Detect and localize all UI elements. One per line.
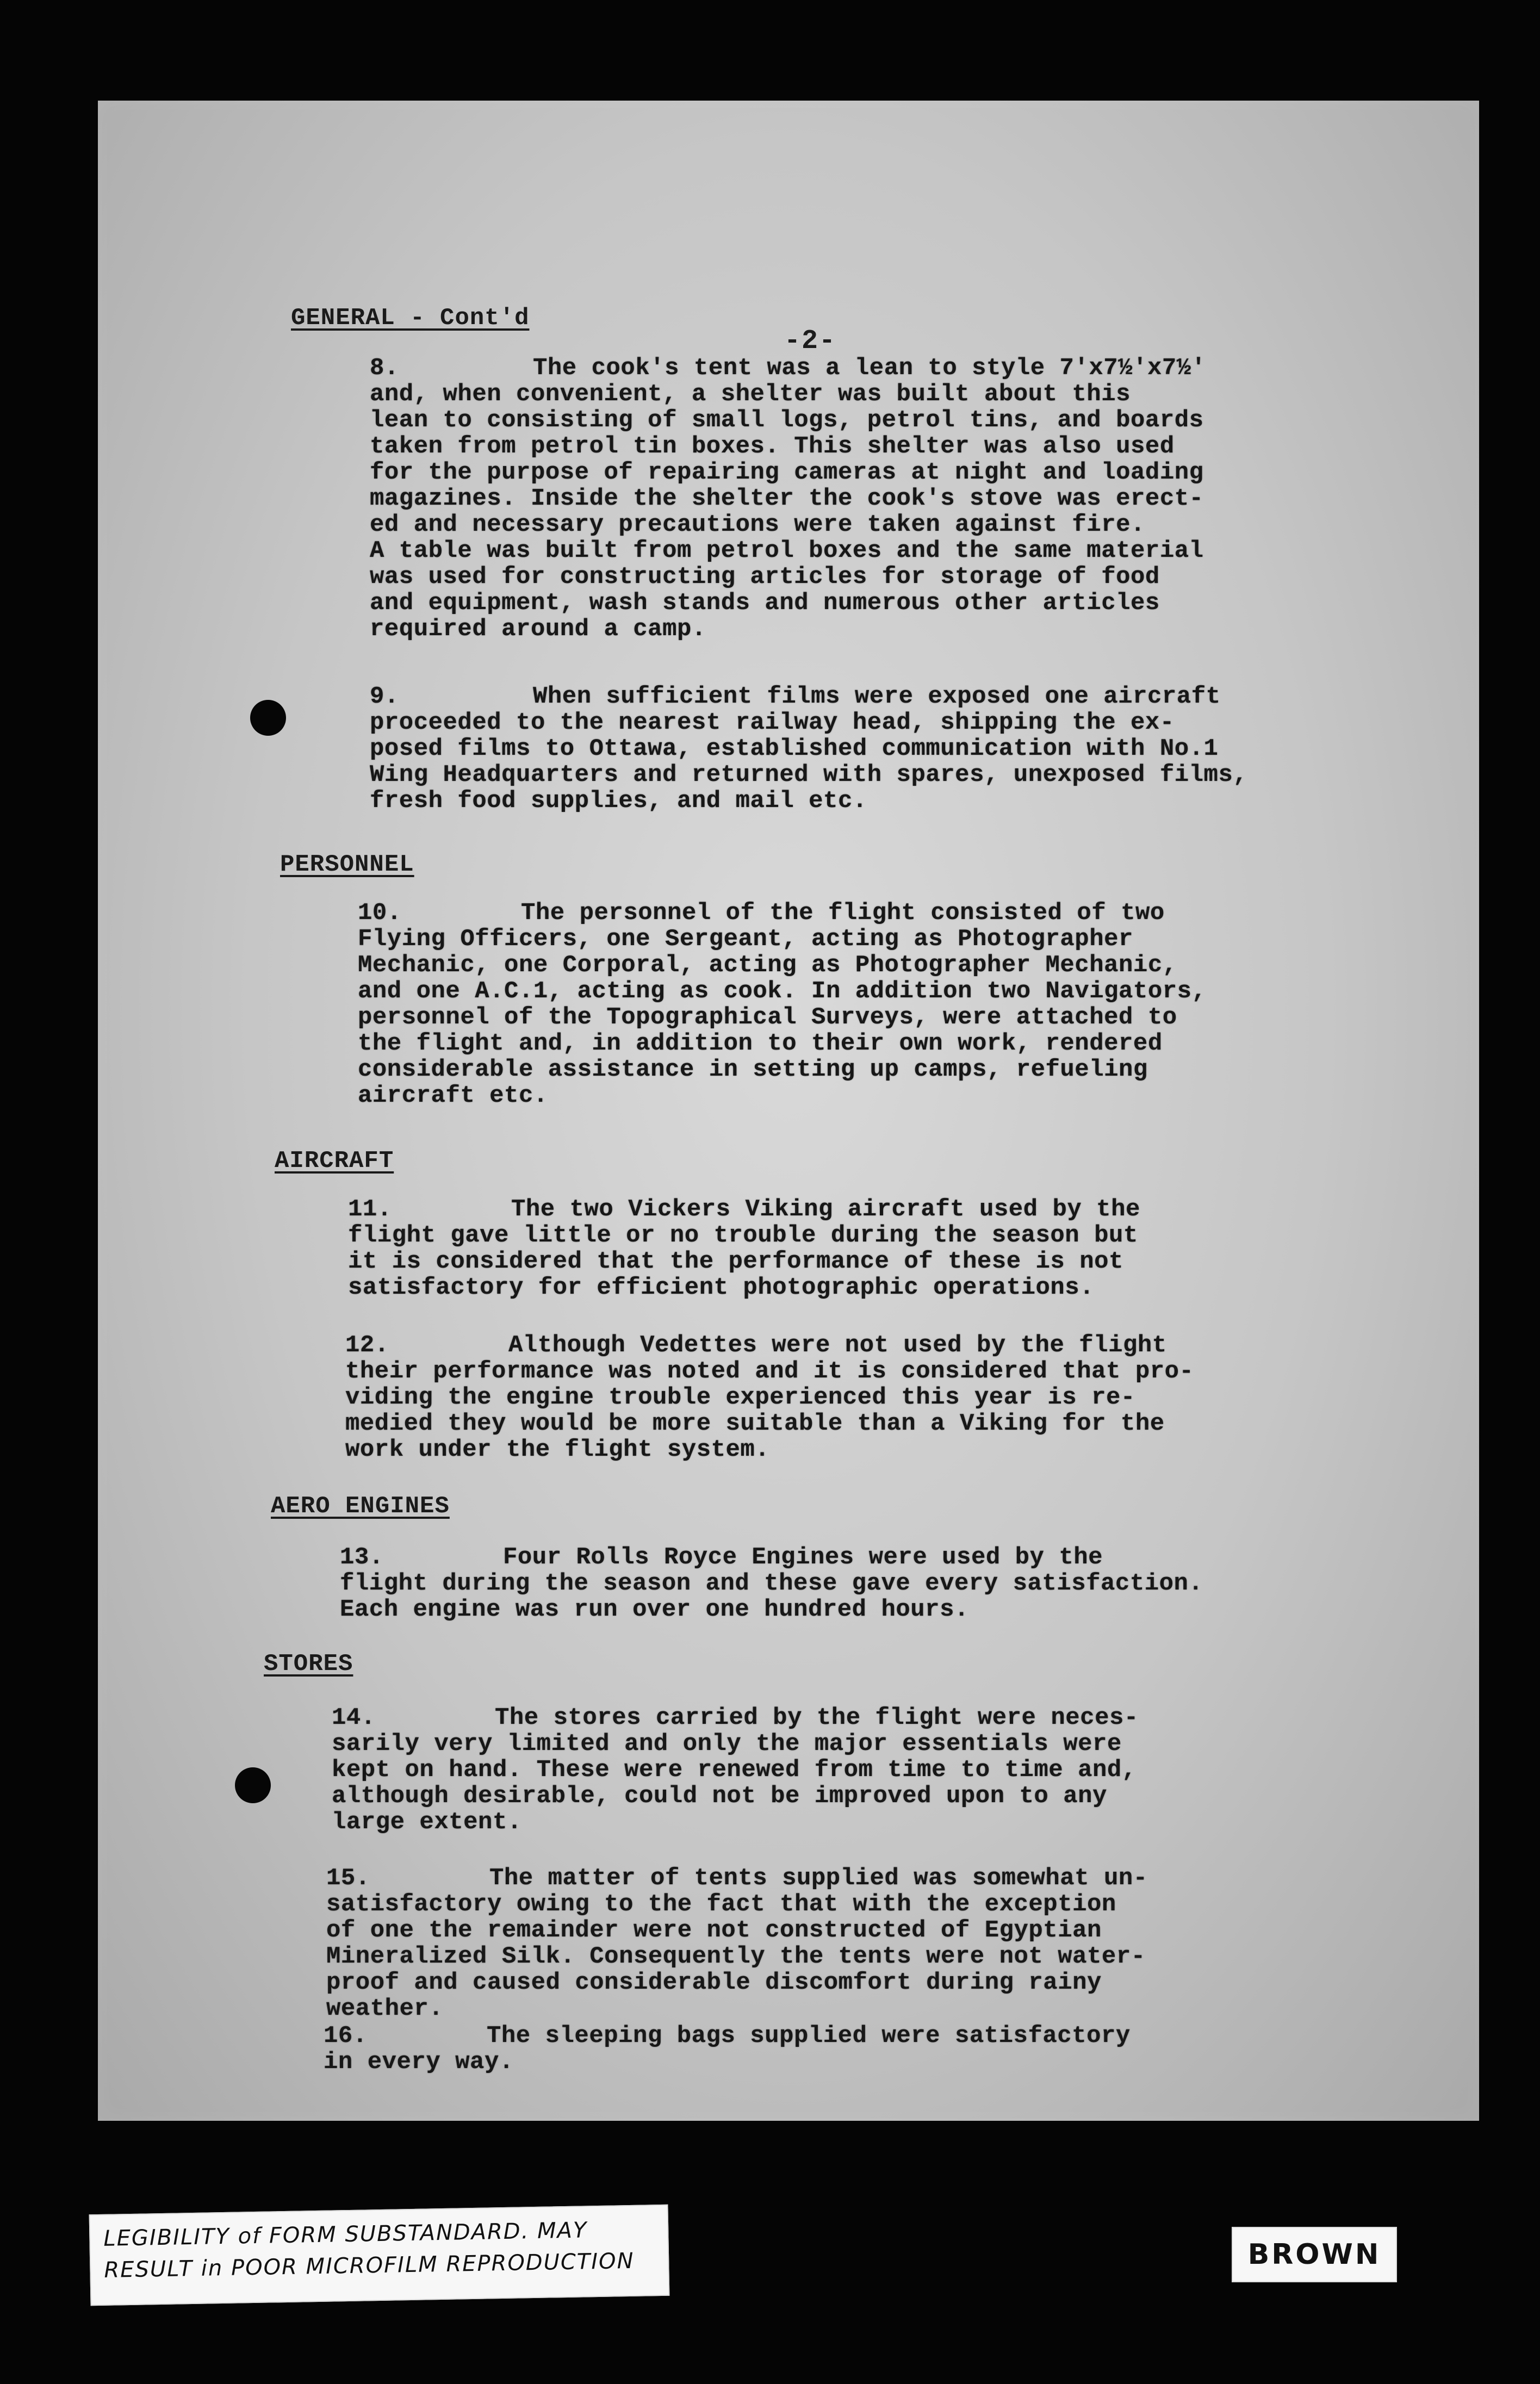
paragraph-8 <box>370 355 1206 642</box>
paragraph-line <box>345 1332 1194 1358</box>
paragraph-number: 12. <box>345 1332 389 1359</box>
paragraph-text: Mineralized Silk. Consequently the tents were not water- <box>326 1943 1146 1970</box>
paragraph-text: The stores carried by the flight were neces- <box>495 1704 1139 1731</box>
paragraph-text: flight gave little or no trouble during the season but <box>348 1222 1138 1249</box>
paragraph-line <box>358 1083 1206 1109</box>
paragraph-text: Each engine was run over one hundred hours. <box>340 1596 969 1623</box>
paragraph-line <box>326 1891 1148 1917</box>
paragraph-line <box>358 926 1206 952</box>
paragraph-14 <box>332 1705 1139 1835</box>
paragraph-text: The personnel of the flight consisted of two <box>521 899 1165 927</box>
paragraph-line <box>370 538 1206 564</box>
paragraph-text: and equipment, wash stands and numerous other articles <box>370 589 1160 617</box>
paragraph-number: 9. <box>370 683 399 710</box>
paragraph-line <box>348 1196 1140 1222</box>
paragraph-line <box>326 1944 1148 1970</box>
paragraph-16 <box>324 2023 1131 2075</box>
paragraph-line <box>370 355 1206 381</box>
paragraph-line <box>358 952 1206 978</box>
paragraph-line <box>326 1865 1148 1891</box>
paragraph-text: the flight and, in addition to their own work, rendered <box>358 1030 1163 1057</box>
paragraph-text: viding the engine trouble experienced this year is re- <box>345 1384 1135 1411</box>
paragraph-line <box>358 1030 1206 1057</box>
paragraph-text: weather. <box>326 1995 444 2022</box>
paragraph-text: Flying Officers, one Sergeant, acting as Photographer <box>358 926 1133 953</box>
paragraph-13 <box>340 1544 1203 1623</box>
heading-aero-engines: AERO ENGINES <box>271 1493 450 1520</box>
paragraph-line <box>332 1731 1139 1757</box>
paragraph-text: large extent. <box>332 1809 522 1836</box>
paragraph-text: magazines. Inside the shelter the cook's stove was erect- <box>370 485 1204 512</box>
paragraph-line <box>370 762 1247 788</box>
paragraph-text: considerable assistance in setting up camps, refueling <box>358 1056 1148 1083</box>
paragraph-text: it is considered that the performance of these is not <box>348 1248 1123 1275</box>
paragraph-line <box>324 2049 1131 2075</box>
paragraph-text: proceeded to the nearest railway head, shipping the ex- <box>370 709 1175 736</box>
paragraph-line <box>345 1385 1194 1411</box>
paragraph-line <box>358 1004 1206 1030</box>
paragraph-text: kept on hand. These were renewed from time to time and, <box>332 1756 1137 1784</box>
paragraph-line <box>358 978 1206 1004</box>
paragraph-line <box>370 407 1206 433</box>
paragraph-text: flight during the season and these gave every satisfaction. <box>340 1570 1203 1597</box>
paragraph-text: and, when convenient, a shelter was built about this <box>370 381 1131 408</box>
paragraph-text: for the purpose of repairing cameras at night and loading <box>370 459 1204 486</box>
paragraph-line <box>348 1222 1140 1249</box>
paragraph-line <box>340 1544 1203 1570</box>
paragraph-15 <box>326 1865 1148 2022</box>
paragraph-number: 16. <box>324 2022 368 2050</box>
paragraph-line <box>370 486 1206 512</box>
paragraph-text: although desirable, could not be improved upon to any <box>332 1783 1107 1810</box>
paragraph-text: Mechanic, one Corporal, acting as Photographer Mechanic, <box>358 952 1177 979</box>
paragraph-line <box>345 1437 1194 1463</box>
paragraph-text: Wing Headquarters and returned with spares, unexposed films, <box>370 761 1248 789</box>
paragraph-line <box>370 433 1206 460</box>
paragraph-line <box>370 460 1206 486</box>
paragraph-text: The matter of tents supplied was somewhat un- <box>489 1865 1148 1892</box>
paragraph-text: aircraft etc. <box>358 1082 548 1109</box>
paragraph-text: their performance was noted and it is considered that pro- <box>345 1358 1194 1385</box>
paragraph-9 <box>370 684 1247 814</box>
heading-stores: STORES <box>264 1650 353 1678</box>
paragraph-line <box>332 1783 1139 1809</box>
paragraph-line <box>370 710 1247 736</box>
paragraph-text: fresh food supplies, and mail etc. <box>370 787 867 815</box>
document-page <box>98 101 1479 2121</box>
paragraph-number: 11. <box>348 1196 392 1223</box>
paragraph-line <box>332 1809 1139 1835</box>
paragraph-number: 8. <box>370 355 399 382</box>
paragraph-line <box>358 1057 1206 1083</box>
paragraph-text: was used for constructing articles for storage of food <box>370 563 1160 591</box>
paragraph-text: posed films to Ottawa, established communication with No.1 <box>370 735 1219 762</box>
paragraph-line <box>326 1970 1148 1996</box>
paragraph-text: proof and caused considerable discomfort during rainy <box>326 1969 1102 1996</box>
paragraph-line <box>332 1705 1139 1731</box>
paragraph-text: When sufficient films were exposed one aircraft <box>533 683 1221 710</box>
paragraph-text: lean to consisting of small logs, petrol tins, and boards <box>370 407 1204 434</box>
page-number: -2- <box>784 326 837 357</box>
paragraph-text: satisfactory owing to the fact that with the exception <box>326 1891 1116 1918</box>
paragraph-10 <box>358 900 1206 1109</box>
paragraph-number: 10. <box>358 899 402 927</box>
paragraph-number: 15. <box>326 1865 370 1892</box>
paragraph-text: medied they would be more suitable than a Viking for the <box>345 1410 1165 1437</box>
paragraph-text: in every way. <box>324 2048 514 2076</box>
paragraph-line <box>370 788 1247 814</box>
legibility-notice-line: RESULT in POOR MICROFILM REPRODUCTION <box>104 2248 635 2283</box>
punch-hole <box>235 1767 271 1803</box>
paragraph-line <box>370 736 1247 762</box>
paragraph-line <box>326 1996 1148 2022</box>
paragraph-line <box>370 381 1206 407</box>
paragraph-number: 13. <box>340 1544 384 1571</box>
paragraph-line <box>324 2023 1131 2049</box>
paragraph-text: taken from petrol tin boxes. This shelter was also used <box>370 433 1175 460</box>
paragraph-12 <box>345 1332 1194 1463</box>
paragraph-line <box>370 616 1206 642</box>
paragraph-line <box>370 564 1206 590</box>
paragraph-text: Although Vedettes were not used by the flight <box>508 1332 1167 1359</box>
paragraph-text: sarily very limited and only the major essentials were <box>332 1730 1122 1758</box>
paragraph-text: and one A.C.1, acting as cook. In addition two Navigators, <box>358 978 1207 1005</box>
heading-personnel: PERSONNEL <box>280 851 414 878</box>
paragraph-line <box>345 1411 1194 1437</box>
heading-aircraft: AIRCRAFT <box>275 1147 394 1175</box>
paragraph-line <box>370 590 1206 616</box>
paragraph-text: personnel of the Topographical Surveys, were attached to <box>358 1004 1177 1031</box>
paragraph-line <box>370 512 1206 538</box>
paragraph-text: of one the remainder were not constructed of Egyptian <box>326 1917 1102 1944</box>
heading-general: GENERAL - Cont'd <box>291 305 530 332</box>
paragraph-line <box>348 1249 1140 1275</box>
legibility-notice-label <box>89 2205 670 2306</box>
paragraph-line <box>340 1597 1203 1623</box>
paragraph-text: ed and necessary precautions were taken against fire. <box>370 511 1145 538</box>
paragraph-line <box>332 1757 1139 1783</box>
punch-hole <box>250 700 286 736</box>
paragraph-number: 14. <box>332 1704 376 1731</box>
paragraph-text: The two Vickers Viking aircraft used by the <box>511 1196 1140 1223</box>
paragraph-line <box>345 1358 1194 1385</box>
paragraph-line <box>358 900 1206 926</box>
legibility-notice-line: LEGIBILITY of FORM SUBSTANDARD. MAY <box>103 2218 588 2251</box>
paragraph-11 <box>348 1196 1140 1301</box>
paragraph-text: The cook's tent was a lean to style 7'x7½'x7½' <box>533 355 1206 382</box>
paragraph-line <box>340 1570 1203 1597</box>
paragraph-text: The sleeping bags supplied were satisfactory <box>487 2022 1131 2050</box>
paragraph-line <box>348 1275 1140 1301</box>
paragraph-line <box>370 684 1247 710</box>
name-label: BROWN <box>1232 2227 1397 2282</box>
paragraph-text: work under the flight system. <box>345 1436 770 1463</box>
paragraph-text: required around a camp. <box>370 616 706 643</box>
paragraph-text: satisfactory for efficient photographic operations. <box>348 1274 1095 1301</box>
paragraph-line <box>326 1917 1148 1944</box>
paragraph-text: A table was built from petrol boxes and the same material <box>370 537 1204 564</box>
paragraph-text: Four Rolls Royce Engines were used by the <box>503 1544 1103 1571</box>
